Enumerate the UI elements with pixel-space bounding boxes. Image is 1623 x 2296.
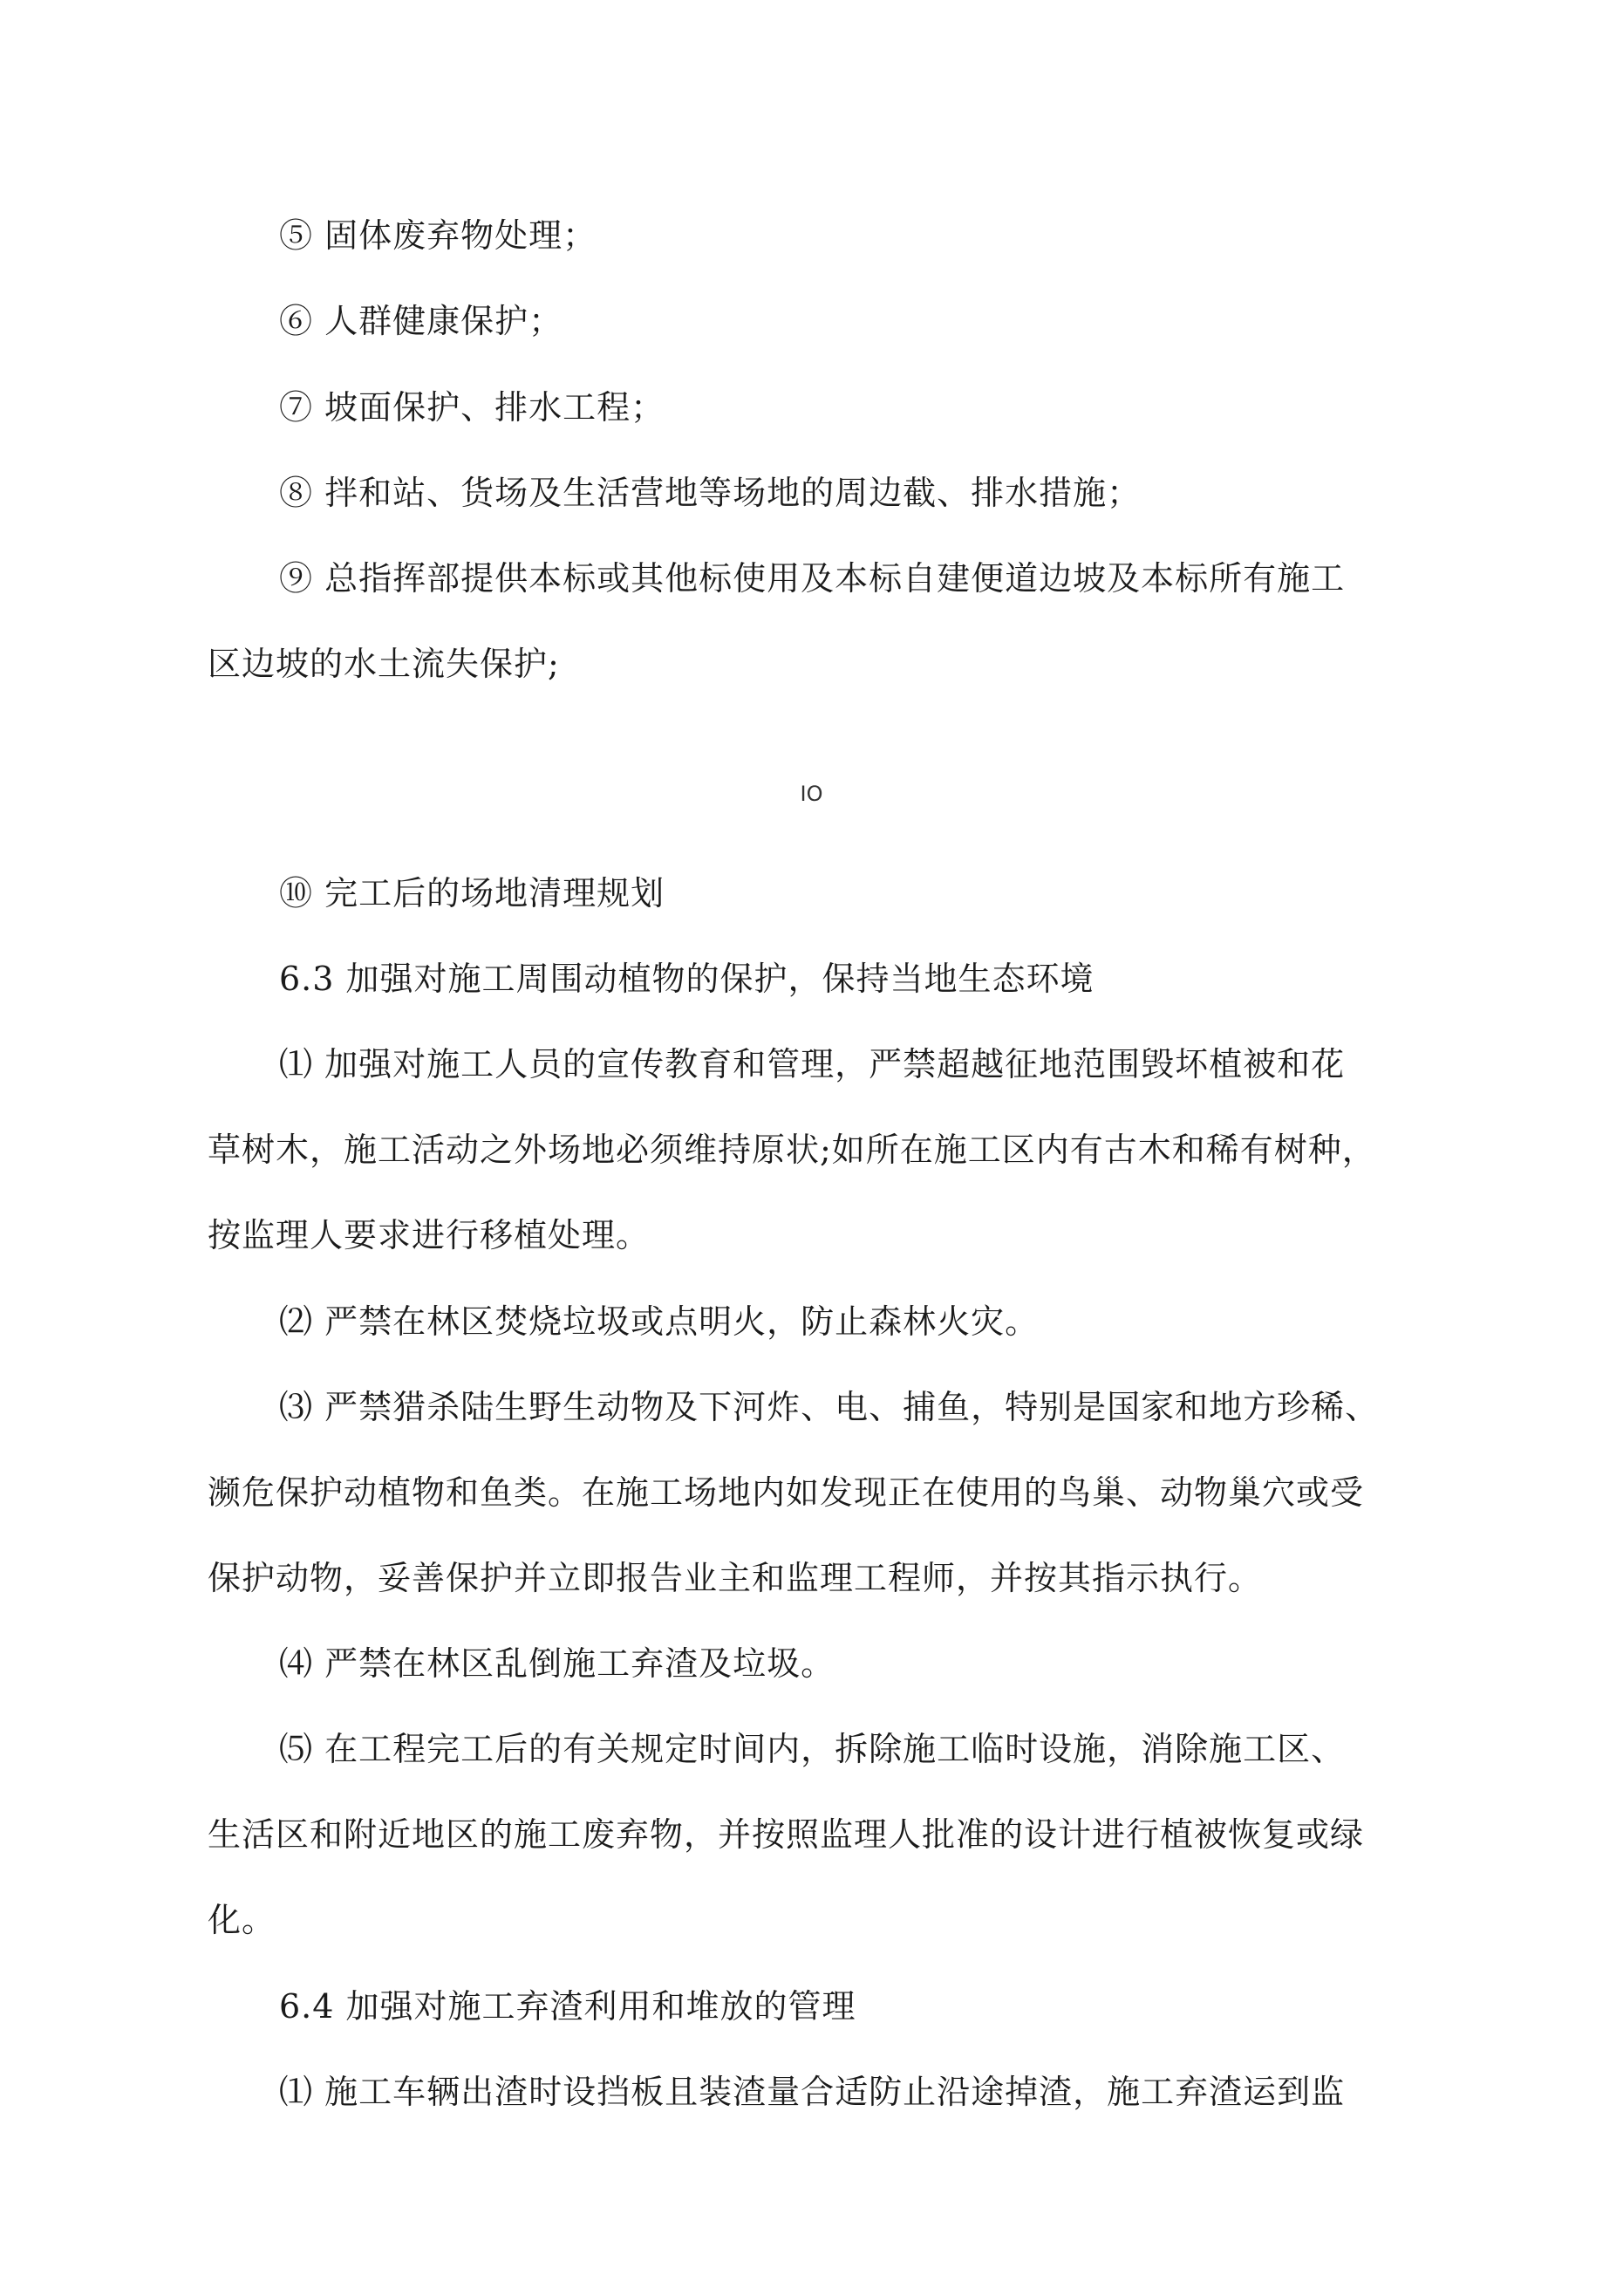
paragraph-1-line-3: 按监理人要求进行移植处理。 xyxy=(208,1216,651,1254)
paragraph-3-line-2: 濒危保护动植物和鱼类。在施工场地内如发现正在使用的鸟巢、动物巢穴或受 xyxy=(208,1473,1365,1512)
list-item-5: ⑤ 固体废弃物处理； xyxy=(279,216,597,255)
section-heading-6-3: 6.3 加强对施工周围动植物的保护，保持当地生态环境 xyxy=(279,960,1095,998)
paragraph-1-line-1: ⑴ 加强对施工人员的宣传教育和管理，严禁超越征地范围毁坏植被和花 xyxy=(279,1045,1346,1083)
paragraph-3-line-1: ⑶ 严禁猎杀陆生野生动物及下河炸、电、捕鱼，特别是国家和地方珍稀、 xyxy=(279,1388,1380,1426)
section-heading-6-4: 6.4 加强对施工弃渣利用和堆放的管理 xyxy=(279,1987,856,2026)
list-item-8: ⑧ 拌和站、货场及生活营地等场地的周边截、排水措施； xyxy=(279,474,1142,512)
paragraph-3-line-3: 保护动物，妥善保护并立即报告业主和监理工程师，并按其指示执行。 xyxy=(208,1559,1263,1597)
list-item-10: ⑩ 完工后的场地清理规划 xyxy=(279,874,665,912)
paragraph-2: ⑵ 严禁在林区焚烧垃圾或点明火，防止森林火灾。 xyxy=(279,1302,1040,1341)
paragraph-6-line-1: ⑴ 施工车辆出渣时设挡板且装渣量合适防止沿途掉渣，施工弃渣运到监 xyxy=(279,2073,1346,2111)
page-number: IO xyxy=(800,782,823,806)
paragraph-1-line-2: 草树木，施工活动之外场地必须维持原状;如所在施工区内有古木和稀有树种， xyxy=(208,1131,1376,1169)
paragraph-5-line-2: 生活区和附近地区的施工废弃物，并按照监理人批准的设计进行植被恢复或绿 xyxy=(208,1815,1365,1854)
list-item-9-continuation: 区边坡的水土流失保护; xyxy=(208,645,560,683)
paragraph-4: ⑷ 严禁在林区乱倒施工弃渣及垃圾。 xyxy=(279,1644,835,1683)
paragraph-5-line-3: 化。 xyxy=(208,1901,276,1939)
list-item-9: ⑨ 总指挥部提供本标或其他标使用及本标自建便道边坡及本标所有施工 xyxy=(279,559,1346,598)
list-item-6: ⑥ 人群健康保护； xyxy=(279,302,563,340)
list-item-7: ⑦ 坡面保护、排水工程； xyxy=(279,388,665,427)
paragraph-5-line-1: ⑸ 在工程完工后的有关规定时间内，拆除施工临时设施，消除施工区、 xyxy=(279,1730,1346,1768)
